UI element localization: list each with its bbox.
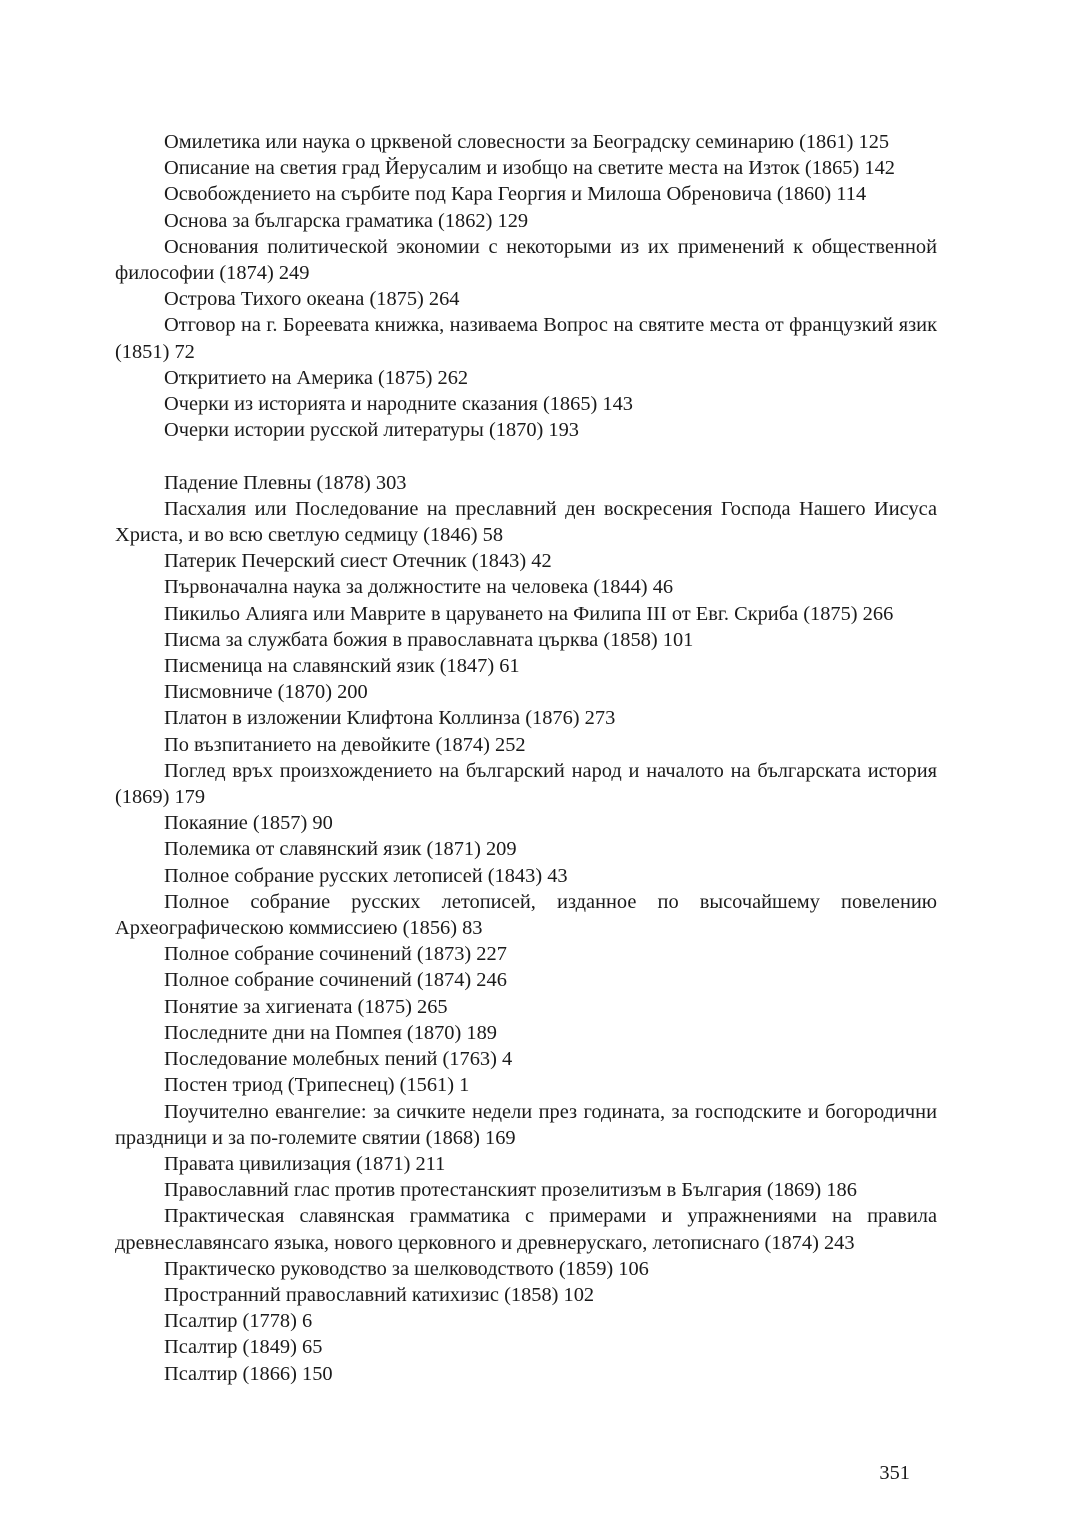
index-entry: Практическо руководство за шелководството (1859) 106 [164,1257,649,1280]
index-entry: Правата цивилизация (1871) 211 [164,1152,446,1175]
index-entry: Омилетика или наука о црквеной словесности за Београдску семинарию (1861) 125 [164,131,890,153]
index-entry: Понятие за хигиената (1875) 265 [164,995,448,1018]
index-entry: Освобождението на сърбите под Кара Георгия и Милоша Обреновича (1860) 114 [164,183,867,206]
index-entry: Основания политической экономии с некоторыми из их применений к общественной философии (1874) 249 [115,235,937,285]
index-entry: Описание на светия град Йерусалим и изобщо на светите места на Изток (1865) 142 [164,157,895,180]
index-entry: Патерик Печерский сиест Отечник (1843) 42 [164,550,552,573]
index-entry: Православний глас против протестанският прозелитизъм в България (1869) 186 [164,1179,857,1202]
index-entry: Основа за българска граматика (1862) 129 [164,209,529,232]
index-entry: Последните дни на Помпея (1870) 189 [164,1021,497,1044]
index-entry: Полное собрание сочинений (1873) 227 [164,943,507,966]
index-entry: Поучително евангелие: за сичките недели през годината, за господските и богородични праздници и за по-големите святии (1868) 169 [115,1100,937,1149]
index-entry: Пикильо Алияга или Маврите в царуването на Филипа III от Евг. Скриба (1875) 266 [164,602,894,625]
index-entry: Писменица на славянский язик (1847) 61 [164,655,520,678]
index-entry: Псалтир (1849) 65 [164,1336,323,1359]
index-entry-list [115,129,937,1387]
index-entry: Първоначална наука за должностите на человека (1844) 46 [164,576,674,599]
index-entry: Псалтир (1778) 6 [164,1310,313,1333]
index-entry: Пасхалия или Последование на преславний ден воскресения Господа Нашего Иисуса Христа, и во всю светлую седмицу (1846) 58 [115,497,937,547]
index-entry: Полное собрание сочинений (1874) 246 [164,969,507,992]
index-entry: Покаяние (1857) 90 [164,812,333,835]
index-entry: Псалтир (1866) 150 [164,1362,333,1385]
index-entry: Полное собрание русских летописей, изданное по высочайшему повелению Археографическою коммиссиею (1856) 83 [115,890,937,940]
index-entry: Практическая славянская грамматика с примерами и упражнениями на правила древнеславянсаго языка, нового церковного и древнерускаго, летописнаго (1874) 243 [115,1205,937,1254]
index-entry: Пространний православний катихизис (1858) 102 [164,1283,595,1306]
index-entry: Платон в изложении Клифтона Коллинза (1876) 273 [164,707,616,730]
index-entry: Очерки истории русской литературы (1870) 193 [164,419,579,442]
index-entry: Поглед връх произхождението на българский народ и началото на българската история (1869) 179 [115,759,937,809]
index-entry: Полное собрание русских летописей (1843) 43 [164,864,568,887]
index-entry: Последование молебных пений (1763) 4 [164,1048,513,1071]
index-entry: По възпитанието на девойките (1874) 252 [164,733,526,756]
index-entry: Острова Тихого океана (1875) 264 [164,288,460,311]
index-entry: Откритието на Америка (1875) 262 [164,366,469,389]
page-number: 351 [879,1462,910,1484]
index-entry: Отговор на г. Бореевата книжка, нaзиваема Вопрос на святите места от французкий язик (1851) 72 [115,314,937,363]
index-entry: Постен триод (Трипеснец) (1561) 1 [164,1074,470,1097]
index-entry: Полемика от славянский язик (1871) 209 [164,838,517,861]
index-entry: Очерки из историята и народните сказания (1865) 143 [164,393,633,416]
index-entry: Падение Плевны (1878) 303 [164,471,407,494]
index-entry: Писмовниче (1870) 200 [164,681,368,704]
index-entry: Писма за службата божия в православната църква (1858) 101 [164,628,694,651]
